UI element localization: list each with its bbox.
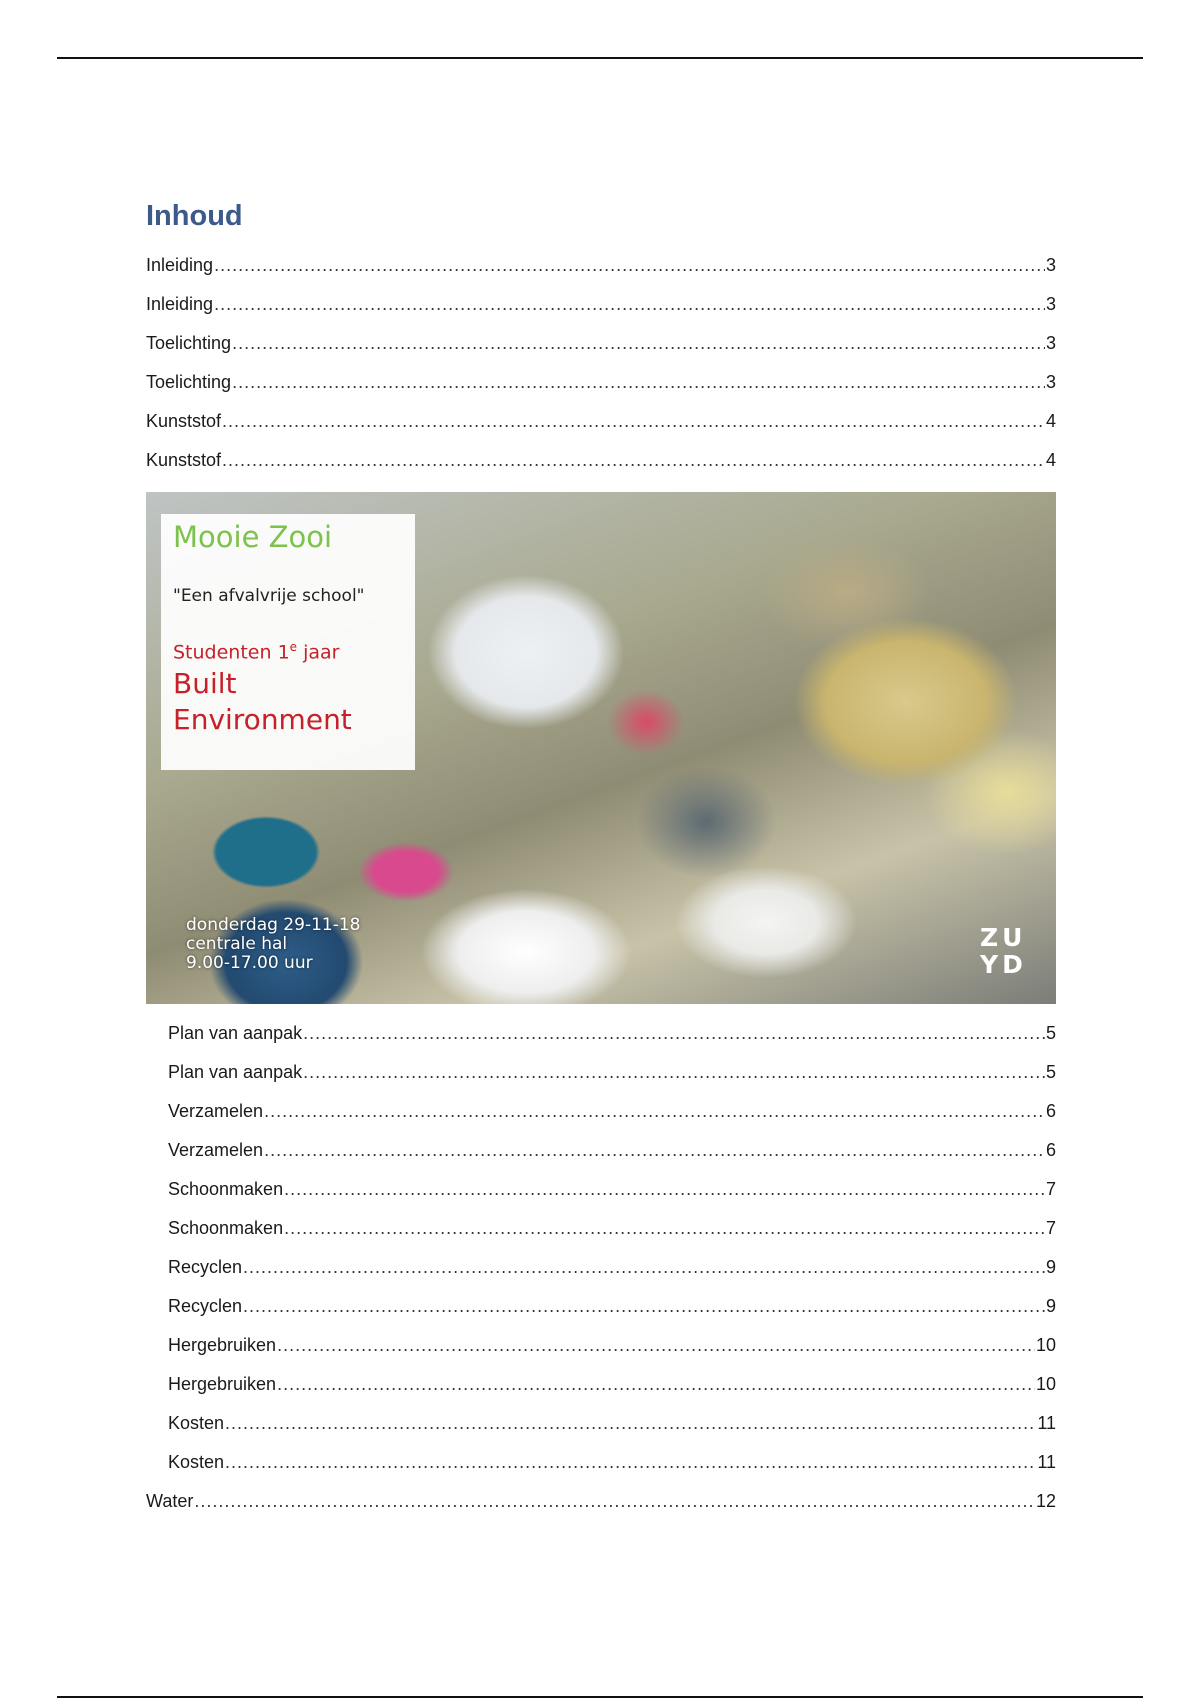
toc-leader (243, 1287, 1045, 1326)
toc-entry[interactable] (146, 1092, 1056, 1131)
poster-subtitle-prefix: Studenten 1 (173, 641, 290, 664)
toc-entry-page: 10 (1035, 1374, 1056, 1394)
toc-entry[interactable] (146, 246, 1056, 285)
toc-leader (303, 1053, 1045, 1092)
poster-program: Built Environment (173, 667, 352, 736)
toc-entry[interactable] (146, 1482, 1056, 1521)
poster-subtitle-sup: e (289, 640, 298, 654)
toc-leader (277, 1326, 1035, 1365)
toc-entry-page: 11 (1037, 1413, 1056, 1433)
toc-entry[interactable] (146, 1404, 1056, 1443)
toc-entry[interactable] (146, 363, 1056, 402)
toc-entry-page: 7 (1045, 1218, 1056, 1238)
toc-entry-page: 6 (1045, 1101, 1056, 1121)
toc-entry-label: Toelichting (146, 372, 232, 392)
toc-entry-page: 10 (1035, 1335, 1056, 1355)
toc-entry-page: 4 (1045, 411, 1056, 431)
toc-entry[interactable] (146, 1326, 1056, 1365)
toc-entry[interactable] (146, 1209, 1056, 1248)
toc-entry-label: Kunststof (146, 411, 222, 431)
toc-entry-label: Kosten (168, 1452, 225, 1472)
toc-entry-page: 6 (1045, 1140, 1056, 1160)
toc-entry-label: Inleiding (146, 294, 214, 314)
toc-entry[interactable] (146, 441, 1056, 480)
toc-entry[interactable] (146, 1365, 1056, 1404)
poster-event-info (186, 916, 360, 973)
poster-subtitle (173, 640, 339, 663)
toc-entry-page: 4 (1045, 450, 1056, 470)
poster-text-card (161, 514, 415, 770)
toc-leader (284, 1170, 1045, 1209)
toc-leader (214, 285, 1045, 324)
toc-entry-page: 3 (1045, 333, 1056, 353)
toc-entry-page: 9 (1045, 1257, 1056, 1277)
toc-entry-page: 7 (1045, 1179, 1056, 1199)
toc-leader (214, 246, 1045, 285)
zuyd-logo (980, 923, 1027, 979)
toc-entry-page: 12 (1035, 1491, 1056, 1511)
toc-entry-page: 5 (1045, 1062, 1056, 1082)
toc-entry-label: Recyclen (168, 1296, 243, 1316)
poster-tagline: "Een afvalvrije school" (173, 586, 365, 606)
toc-entry[interactable] (146, 1014, 1056, 1053)
toc-leader (277, 1365, 1035, 1404)
toc-entry-label: Plan van aanpak (168, 1023, 303, 1043)
zuyd-logo-line1: ZU (980, 923, 1027, 952)
toc-entry[interactable] (146, 1053, 1056, 1092)
toc-leader (225, 1404, 1036, 1443)
toc-leader (222, 402, 1045, 441)
toc-entry-label: Kosten (168, 1413, 225, 1433)
toc-entry[interactable] (146, 1170, 1056, 1209)
toc-leader (232, 324, 1045, 363)
toc-entry-page: 3 (1045, 372, 1056, 392)
toc-entry[interactable] (146, 402, 1056, 441)
toc-entry-label: Hergebruiken (168, 1335, 277, 1355)
toc-leader (284, 1209, 1045, 1248)
poster-event-location: centrale hal (186, 934, 288, 954)
toc-leader (225, 1443, 1036, 1482)
zuyd-logo-line2: YD (980, 950, 1027, 979)
toc-entry[interactable] (146, 1443, 1056, 1482)
toc-list-bottom (146, 1014, 1056, 1521)
toc-entry-label: Water (146, 1491, 194, 1511)
toc-leader (264, 1092, 1045, 1131)
toc-heading: Inhoud (146, 200, 243, 232)
toc-entry-page: 3 (1045, 294, 1056, 314)
header-rule (57, 57, 1143, 59)
toc-list-top (146, 246, 1056, 480)
toc-entry-label: Kunststof (146, 450, 222, 470)
toc-entry[interactable] (146, 1248, 1056, 1287)
toc-entry-label: Plan van aanpak (168, 1062, 303, 1082)
poster-event-time: 9.00-17.00 uur (186, 953, 313, 973)
toc-entry-page: 9 (1045, 1296, 1056, 1316)
poster-title: Mooie Zooi (173, 520, 333, 554)
poster-subtitle-suffix: jaar (297, 641, 340, 664)
toc-entry-label: Schoonmaken (168, 1179, 284, 1199)
toc-entry-label: Recyclen (168, 1257, 243, 1277)
toc-leader (243, 1248, 1045, 1287)
toc-leader (194, 1482, 1035, 1521)
toc-leader (232, 363, 1045, 402)
toc-entry[interactable] (146, 324, 1056, 363)
toc-entry-label: Hergebruiken (168, 1374, 277, 1394)
toc-entry-label: Verzamelen (168, 1140, 264, 1160)
toc-entry-label: Inleiding (146, 255, 214, 275)
toc-entry-label: Verzamelen (168, 1101, 264, 1121)
document-page (146, 196, 1056, 1521)
toc-leader (303, 1014, 1045, 1053)
toc-entry-label: Toelichting (146, 333, 232, 353)
footer-rule (57, 1696, 1143, 1698)
toc-entry[interactable] (146, 1287, 1056, 1326)
toc-entry-page: 3 (1045, 255, 1056, 275)
toc-entry[interactable] (146, 285, 1056, 324)
toc-leader (222, 441, 1045, 480)
toc-entry-page: 5 (1045, 1023, 1056, 1043)
toc-leader (264, 1131, 1045, 1170)
toc-entry-label: Schoonmaken (168, 1218, 284, 1238)
poster-image (146, 492, 1056, 1004)
toc-entry-page: 11 (1037, 1452, 1056, 1472)
toc-entry[interactable] (146, 1131, 1056, 1170)
poster-event-day: donderdag 29-11-18 (186, 915, 361, 935)
